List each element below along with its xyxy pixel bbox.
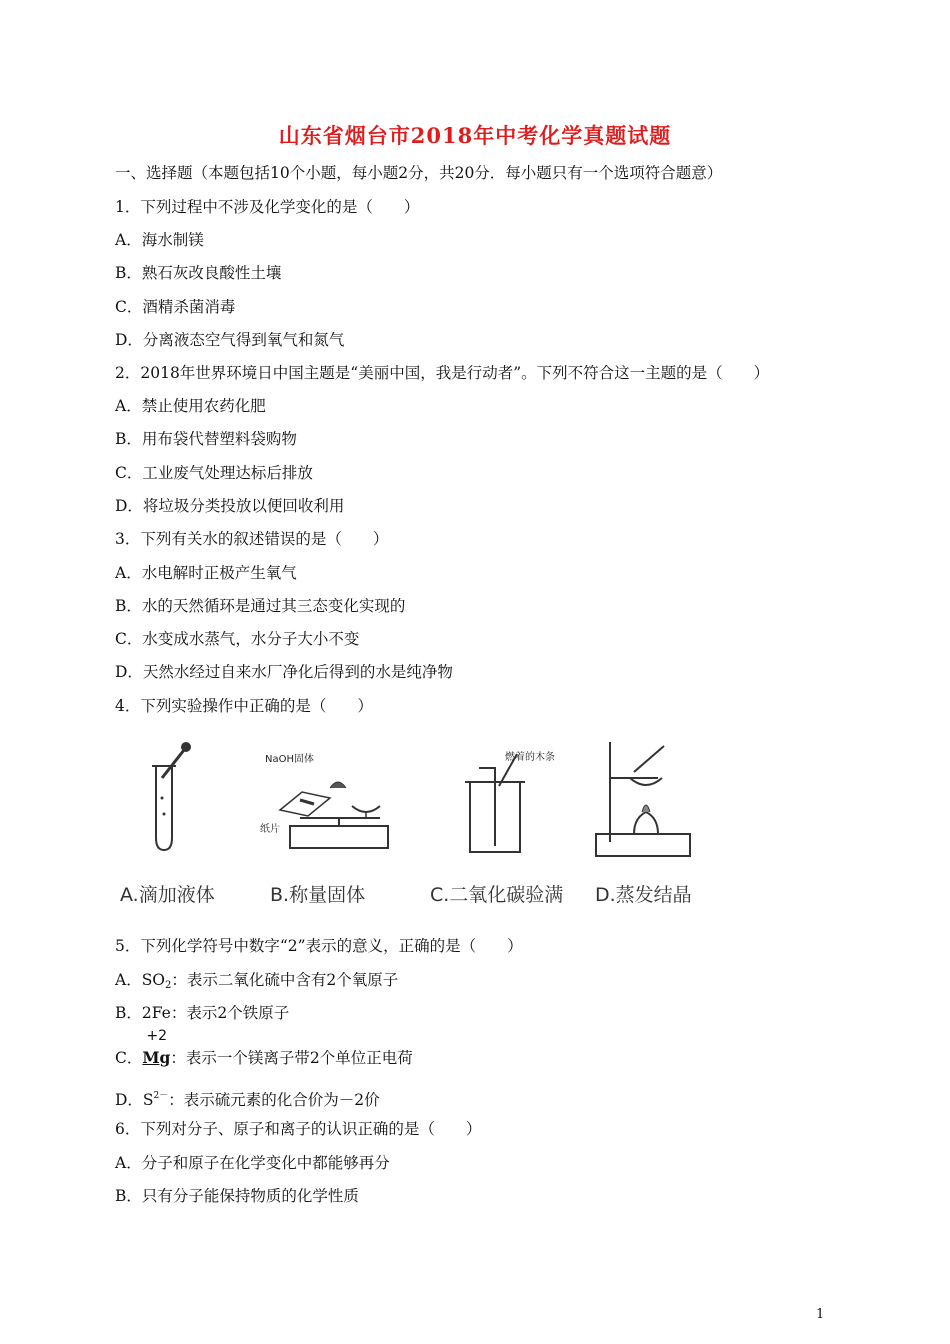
fig-b-caption: B.称量固体 xyxy=(270,884,366,906)
fig-a-caption: A.滴加液体 xyxy=(120,884,215,906)
mg-symbol xyxy=(142,1028,171,1068)
label-paper: 纸片 xyxy=(260,824,280,835)
q5-stem: 5．下列化学符号中数字“2”表示的意义，正确的是（ ） xyxy=(115,937,523,955)
q3-option-a: A．水电解时正极产生氧气 xyxy=(115,564,297,582)
q1-stem: 1．下列过程中不涉及化学变化的是（ ） xyxy=(115,198,420,216)
q2-stem: 2．2018年世界环境日中国主题是“美丽中国，我是行动者”。下列不符合这一主题的是（ ） xyxy=(115,364,770,382)
q3-option-d: D．天然水经过自来水厂净化后得到的水是纯净物 xyxy=(115,663,453,681)
q5-d-prefix: D．S xyxy=(115,1091,154,1109)
q1-option-a: A．海水制镁 xyxy=(115,231,204,249)
q1-option-b: B．熟石灰改良酸性土壤 xyxy=(115,264,282,282)
q2-option-a: A．禁止使用农药化肥 xyxy=(115,397,266,415)
q4-figure xyxy=(110,738,710,918)
q5-a-text: ：表示二氧化硫中含有2个氧原子 xyxy=(171,971,399,989)
q5-option-a xyxy=(115,970,398,996)
fig-b-balance xyxy=(260,738,410,858)
q4-stem: 4．下列实验操作中正确的是（ ） xyxy=(115,697,373,715)
fig-d-caption: D.蒸发结晶 xyxy=(595,884,692,906)
q5-d-text: ：表示硫元素的化合价为－2价 xyxy=(168,1091,380,1109)
q5-a-prefix: A．SO xyxy=(115,971,166,989)
q1-option-d: D．分离液态空气得到氧气和氮气 xyxy=(115,331,345,349)
fig-a-dropper xyxy=(140,738,210,858)
q5-c-text: ：表示一个镁离子带2个单位正电荷 xyxy=(170,1049,413,1067)
mg-element: Mg xyxy=(142,1048,171,1067)
label-naoh: NaOH固体 xyxy=(265,754,314,765)
q6-stem: 6．下列对分子、原子和离子的认识正确的是（ ） xyxy=(115,1120,482,1138)
q3-option-c: C．水变成水蒸气，水分子大小不变 xyxy=(115,630,360,648)
q1-option-c: C．酒精杀菌消毒 xyxy=(115,298,236,316)
q2-option-c: C．工业废气处理达标后排放 xyxy=(115,464,313,482)
q5-option-b: B．2Fe：表示2个铁原子 xyxy=(115,1004,290,1022)
mg-valence: +2 xyxy=(146,1028,168,1044)
page-title: 山东省烟台市2018年中考化学真题试题 xyxy=(278,123,672,148)
fig-c-caption: C.二氧化碳验满 xyxy=(430,884,564,906)
label-stick: 燃着的木条 xyxy=(505,752,555,763)
q5-option-d xyxy=(115,1086,380,1110)
q5-a-subscript: 2 xyxy=(165,980,172,991)
q2-option-d: D．将垃圾分类投放以便回收利用 xyxy=(115,497,345,515)
fig-d-evaporation xyxy=(590,738,700,863)
q5-d-superscript: 2－ xyxy=(153,1091,169,1101)
q6-option-b: B．只有分子能保持物质的化学性质 xyxy=(115,1187,359,1205)
q5-option-c xyxy=(115,1028,413,1068)
fig-c-gas-bottle xyxy=(455,738,565,858)
q2-option-b: B．用布袋代替塑料袋购物 xyxy=(115,430,297,448)
q5-c-prefix: C． xyxy=(115,1049,143,1067)
q3-stem: 3．下列有关水的叙述错误的是（ ） xyxy=(115,530,389,548)
q3-option-b: B．水的天然循环是通过其三态变化实现的 xyxy=(115,597,406,615)
section-heading: 一、选择题（本题包括10个小题，每小题2分，共20分．每小题只有一个选项符合题意） xyxy=(115,164,723,182)
page-number: 1 xyxy=(816,1307,825,1322)
q6-option-a: A．分子和原子在化学变化中都能够再分 xyxy=(115,1154,390,1172)
